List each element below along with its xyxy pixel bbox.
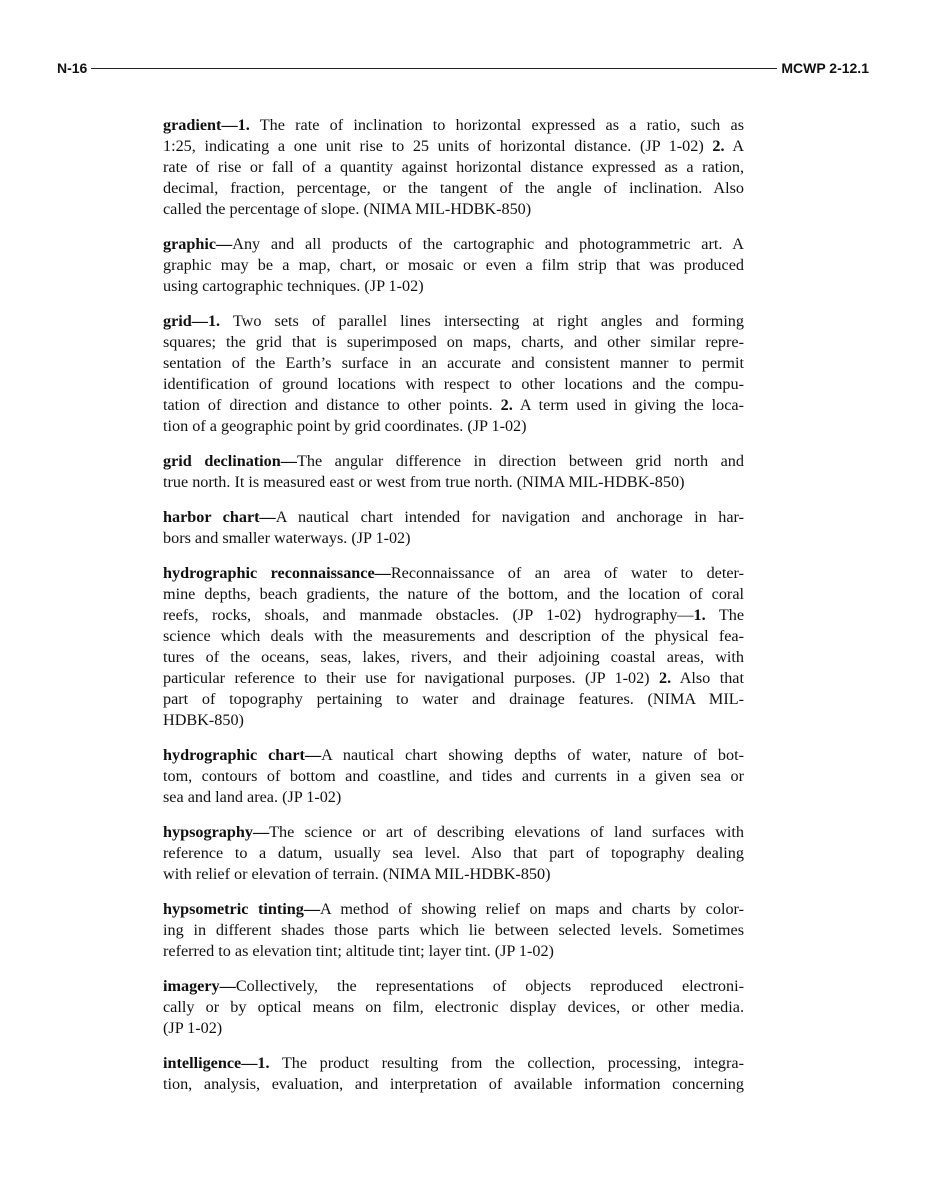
entry-line [163, 178, 744, 199]
term-bold: hydrographic reconnaissance— [163, 564, 391, 582]
entry-line [163, 710, 744, 731]
glossary-entry [163, 311, 744, 437]
definition-text: (JP 1-02) [163, 1019, 223, 1037]
definition-text: Reconnaissance of an area of water to deter- [390, 564, 744, 582]
term-bold: grid declination— [163, 452, 297, 470]
definition-text: tures of the oceans, seas, lakes, rivers, and their adjoining coastal areas, with [163, 648, 744, 666]
entry-line [163, 843, 744, 864]
definition-text: A [724, 137, 745, 155]
entry-line [163, 255, 744, 276]
definition-text: A method of showing relief on maps and charts by color- [320, 900, 744, 918]
glossary-entry [163, 745, 744, 808]
definition-text: ing in different shades those parts which lie between selected levels. Sometimes [163, 921, 744, 939]
entry-line [163, 605, 744, 626]
definition-text: The science or art of describing elevations of land surfaces with [269, 823, 744, 841]
definition-text: The angular difference in direction between grid north and [296, 452, 744, 470]
definition-text: reefs, rocks, shoals, and manmade obstacles. (JP 1-02) hydrography— [163, 606, 694, 624]
term-bold: 1. [693, 606, 706, 624]
entry-line [163, 395, 744, 416]
entry-line [163, 199, 744, 220]
entry-line [163, 787, 744, 808]
term-bold: imagery— [163, 977, 236, 995]
definition-text: A nautical chart showing depths of water, nature of bot- [321, 746, 744, 764]
glossary-entry [163, 115, 744, 220]
glossary-entry [163, 234, 744, 297]
entry-line [163, 528, 744, 549]
entry-line [163, 1018, 744, 1039]
entry-line [163, 332, 744, 353]
definition-text: Also that [671, 669, 744, 687]
definition-text: true north. It is measured east or west from true north. (NIMA MIL-HDBK-850) [163, 473, 685, 491]
definition-text: tation of direction and distance to other points. [163, 396, 501, 414]
document-id: MCWP 2-12.1 [781, 60, 869, 76]
entry-line [163, 311, 744, 332]
definition-text: rate of rise or fall of a quantity against horizontal distance expressed as a ration, [163, 158, 744, 176]
definition-text: using cartographic techniques. (JP 1-02) [163, 277, 424, 295]
glossary-entry [163, 822, 744, 885]
term-bold: hypsography— [163, 823, 270, 841]
entry-line [163, 864, 744, 885]
definition-text: The rate of inclination to horizontal expressed as a ratio, such as [249, 116, 744, 134]
definition-text: referred to as elevation tint; altitude tint; layer tint. (JP 1-02) [163, 942, 554, 960]
definition-text: tom, contours of bottom and coastline, and tides and currents in a given sea or [163, 767, 744, 785]
entry-line [163, 157, 744, 178]
entry-line [163, 584, 744, 605]
entry-line [163, 353, 744, 374]
glossary-entry [163, 563, 744, 731]
term-bold: hypsometric tinting— [163, 900, 321, 918]
term-bold: intelligence—1. [163, 1054, 270, 1072]
term-bold: hydrographic chart— [163, 746, 322, 764]
entry-line [163, 234, 744, 255]
definition-text: Any and all products of the cartographic and photogrammetric art. A [232, 235, 744, 253]
definition-text: mine depths, beach gradients, the nature of the bottom, and the location of coral [163, 585, 744, 603]
definition-text: tion of a geographic point by grid coordinates. (JP 1-02) [163, 417, 527, 435]
definition-text: squares; the grid that is superimposed on maps, charts, and other similar repre- [163, 333, 744, 351]
glossary-entry [163, 976, 744, 1039]
term-bold: grid—1. [163, 312, 221, 330]
entry-line [163, 976, 744, 997]
term-bold: gradient—1. [163, 116, 250, 134]
page-header [57, 58, 869, 78]
entry-line [163, 1053, 744, 1074]
entry-line [163, 563, 744, 584]
entry-line [163, 451, 744, 472]
definition-text: A term used in giving the loca- [512, 396, 744, 414]
definition-text: cally or by optical means on film, electronic display devices, or other media. [163, 998, 744, 1016]
definition-text: with relief or elevation of terrain. (NIMA MIL-HDBK-850) [163, 865, 551, 883]
definition-text: reference to a datum, usually sea level. Also that part of topography dealing [163, 844, 744, 862]
definition-text: sea and land area. (JP 1-02) [163, 788, 342, 806]
entry-line [163, 374, 744, 395]
entry-line [163, 745, 744, 766]
term-bold: 2. [500, 396, 513, 414]
definition-text: 1:25, indicating a one unit rise to 25 units of horizontal distance. (JP 1-02) [163, 137, 713, 155]
entry-line [163, 1074, 744, 1095]
entry-line [163, 472, 744, 493]
definition-text: The [705, 606, 745, 624]
entry-line [163, 276, 744, 297]
definition-text: decimal, fraction, percentage, or the tangent of the angle of inclination. Also [163, 179, 744, 197]
entry-line [163, 416, 744, 437]
page-number: N-16 [57, 60, 88, 76]
entry-line [163, 689, 744, 710]
definition-text: science which deals with the measurements and description of the physical fea- [163, 627, 744, 645]
entry-line [163, 115, 744, 136]
glossary-entry [163, 899, 744, 962]
entry-line [163, 920, 744, 941]
definition-text: called the percentage of slope. (NIMA MIL-HDBK-850) [163, 200, 532, 218]
entry-line [163, 899, 744, 920]
definition-text: The product resulting from the collection, processing, integra- [269, 1054, 744, 1072]
glossary-body [163, 115, 744, 1109]
term-bold: 2. [712, 137, 725, 155]
definition-text: HDBK-850) [163, 711, 244, 729]
entry-line [163, 997, 744, 1018]
entry-line [163, 136, 744, 157]
definition-text: particular reference to their use for navigational purposes. (JP 1-02) [163, 669, 660, 687]
definition-text: sentation of the Earth’s surface in an accurate and consistent manner to permit [163, 354, 744, 372]
term-bold: harbor chart— [163, 508, 276, 526]
entry-line [163, 647, 744, 668]
definition-text: Two sets of parallel lines intersecting at right angles and forming [220, 312, 744, 330]
glossary-entry [163, 1053, 744, 1095]
header-rule [91, 68, 777, 69]
definition-text: bors and smaller waterways. (JP 1-02) [163, 529, 411, 547]
term-bold: graphic— [163, 235, 233, 253]
definition-text: identification of ground locations with respect to other locations and the compu- [163, 375, 744, 393]
entry-line [163, 668, 744, 689]
entry-line [163, 626, 744, 647]
entry-line [163, 941, 744, 962]
definition-text: A nautical chart intended for navigation and anchorage in har- [275, 508, 744, 526]
definition-text: part of topography pertaining to water and drainage features. (NIMA MIL- [163, 690, 744, 708]
entry-line [163, 507, 744, 528]
glossary-entry [163, 451, 744, 493]
term-bold: 2. [659, 669, 672, 687]
entry-line [163, 822, 744, 843]
entry-line [163, 766, 744, 787]
definition-text: Collectively, the representations of objects reproduced electroni- [235, 977, 744, 995]
glossary-entry [163, 507, 744, 549]
definition-text: graphic may be a map, chart, or mosaic or even a film strip that was produced [163, 256, 744, 274]
definition-text: tion, analysis, evaluation, and interpretation of available information concerning [163, 1075, 744, 1093]
